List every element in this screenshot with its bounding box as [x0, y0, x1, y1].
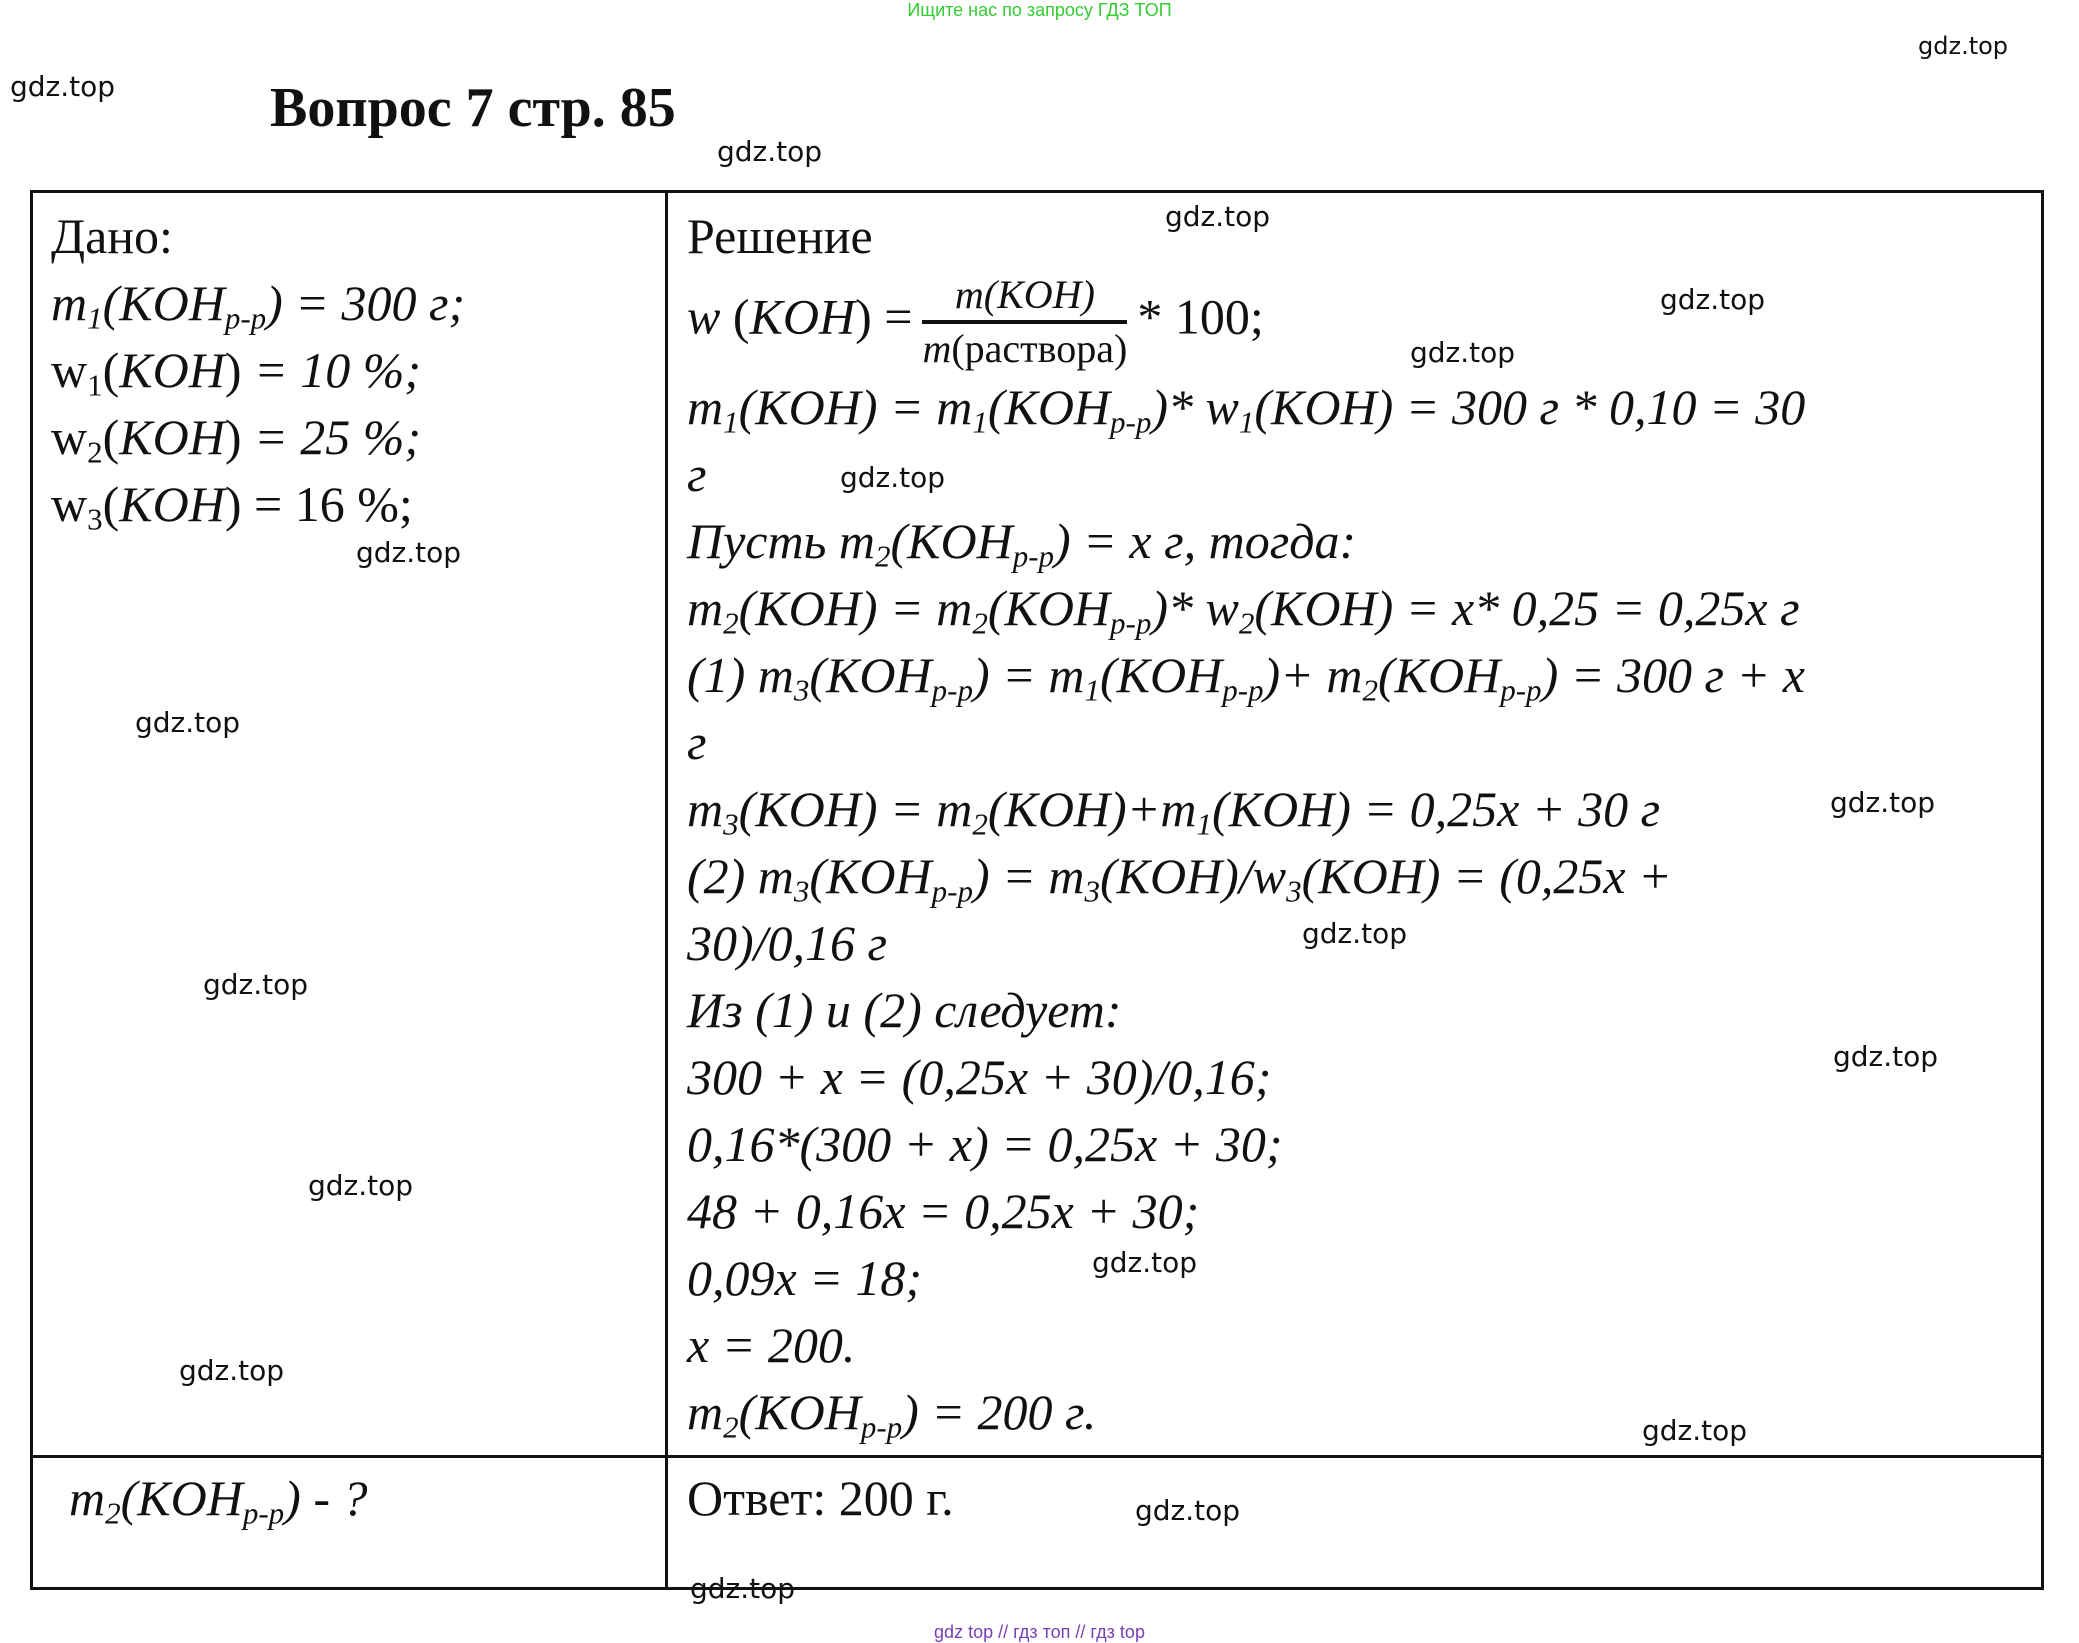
- formula-fraction: $\frac{\text{m(KOH)}}{\text{m(раствора)}}$: [922, 272, 1128, 371]
- given-w1: $w_1(KOH) = 10$ %;: [51, 342, 422, 403]
- watermark: gdz.top: [1165, 200, 1271, 233]
- m1-unit: г: [687, 446, 707, 502]
- equation-2: (2) $m_3(KOH_{р-р}) = m_3(KOH)/w_3(KOH) = (0,25x$ +: [687, 848, 1672, 909]
- step-1: 300 + x = (0,25x + 30)/0,16;: [687, 1049, 1272, 1105]
- watermark: gdz.top: [840, 461, 946, 494]
- given-w2: $w_2(KOH) = 25$ %;: [51, 409, 422, 470]
- watermark: gdz.top: [690, 1572, 796, 1605]
- from-statement: Из (1) и (2) следует:: [687, 982, 1122, 1038]
- step-2: 0,16*(300 + x) = 0,25x + 30;: [687, 1116, 1283, 1172]
- given-heading: Дано:: [51, 208, 173, 264]
- watermark: gdz.top: [717, 135, 823, 168]
- m3-calc: $m_3(KOH) = m_2(KOH)+m_1(KOH) = 0,25x + 30$ г: [687, 781, 1661, 842]
- watermark: gdz.top: [10, 70, 116, 103]
- row-divider: [33, 1455, 2041, 1458]
- solution-cell: [687, 203, 1805, 1446]
- watermark: gdz.top: [1833, 1040, 1939, 1073]
- given-w3: $w_3(KOH) = 16$ %;: [51, 476, 413, 537]
- watermark: gdz.top: [308, 1169, 414, 1202]
- result-line: $m_2(KOH_{р-р}) = 200$ г.: [687, 1384, 1097, 1445]
- step-4: 0,09x = 18;: [687, 1250, 923, 1306]
- mass-fraction-formula: w (KOH) = $\frac{\text{m(KOH)}}{\text{m(раствора)}}$ * 100;: [687, 270, 1805, 374]
- step-3: 48 + 0,16x = 0,25x + 30;: [687, 1183, 1200, 1239]
- solution-table: [30, 190, 2044, 1590]
- page-title: Вопрос 7 стр. 85: [270, 77, 676, 139]
- m1-calc: $m_1(KOH) = m_1(KOH_{р-р})*$ $w_1(KOH) = 300$ г * 0,10 = 30: [687, 379, 1806, 440]
- search-banner: Ищите нас по запросу ГДЗ ТОП: [907, 0, 1172, 20]
- watermark: gdz.top: [1830, 786, 1936, 819]
- footer-links: gdz top // гдз топ // гдз top: [934, 1622, 1145, 1642]
- answer-cell: [687, 1465, 954, 1532]
- given-cell: [51, 203, 465, 538]
- find-statement: $m_2(KOH_{р-р})$ - ?: [69, 1470, 368, 1531]
- step-5: x = 200.: [687, 1317, 856, 1373]
- equation-2-cont: 30)/0,16 г: [687, 915, 888, 971]
- watermark: gdz.top: [1642, 1414, 1748, 1447]
- watermark: gdz.top: [1410, 336, 1516, 369]
- solution-heading: Решение: [687, 208, 873, 264]
- find-cell: [69, 1465, 367, 1532]
- answer-statement: Ответ: 200 г.: [687, 1470, 954, 1526]
- equation-1-unit: г: [687, 714, 707, 770]
- given-m1: $m_1(KOH_{р-р}) = 300$ г;: [51, 275, 466, 336]
- column-divider: [665, 193, 668, 1587]
- let-statement: Пусть $m_2(KOH_{р-р}) = x$ г, тогда:: [687, 513, 1357, 574]
- watermark: gdz.top: [203, 968, 309, 1001]
- watermark: gdz.top: [1918, 32, 2009, 60]
- watermark: gdz.top: [1092, 1246, 1198, 1279]
- watermark: gdz.top: [135, 706, 241, 739]
- watermark: gdz.top: [179, 1354, 285, 1387]
- equation-1: (1) $m_3(KOH_{р-р}) = m_1(KOH_{р-р})+ m_2(KOH_{р-р}) = 300$ г + x: [687, 647, 1805, 708]
- watermark: gdz.top: [1660, 283, 1766, 316]
- m2-calc: $m_2(KOH) = m_2(KOH_{р-р})*$ $w_2(KOH) = x*$ 0,25 = 0,25x г: [687, 580, 1800, 641]
- watermark: gdz.top: [1135, 1494, 1241, 1527]
- watermark: gdz.top: [1302, 917, 1408, 950]
- watermark: gdz.top: [356, 536, 462, 569]
